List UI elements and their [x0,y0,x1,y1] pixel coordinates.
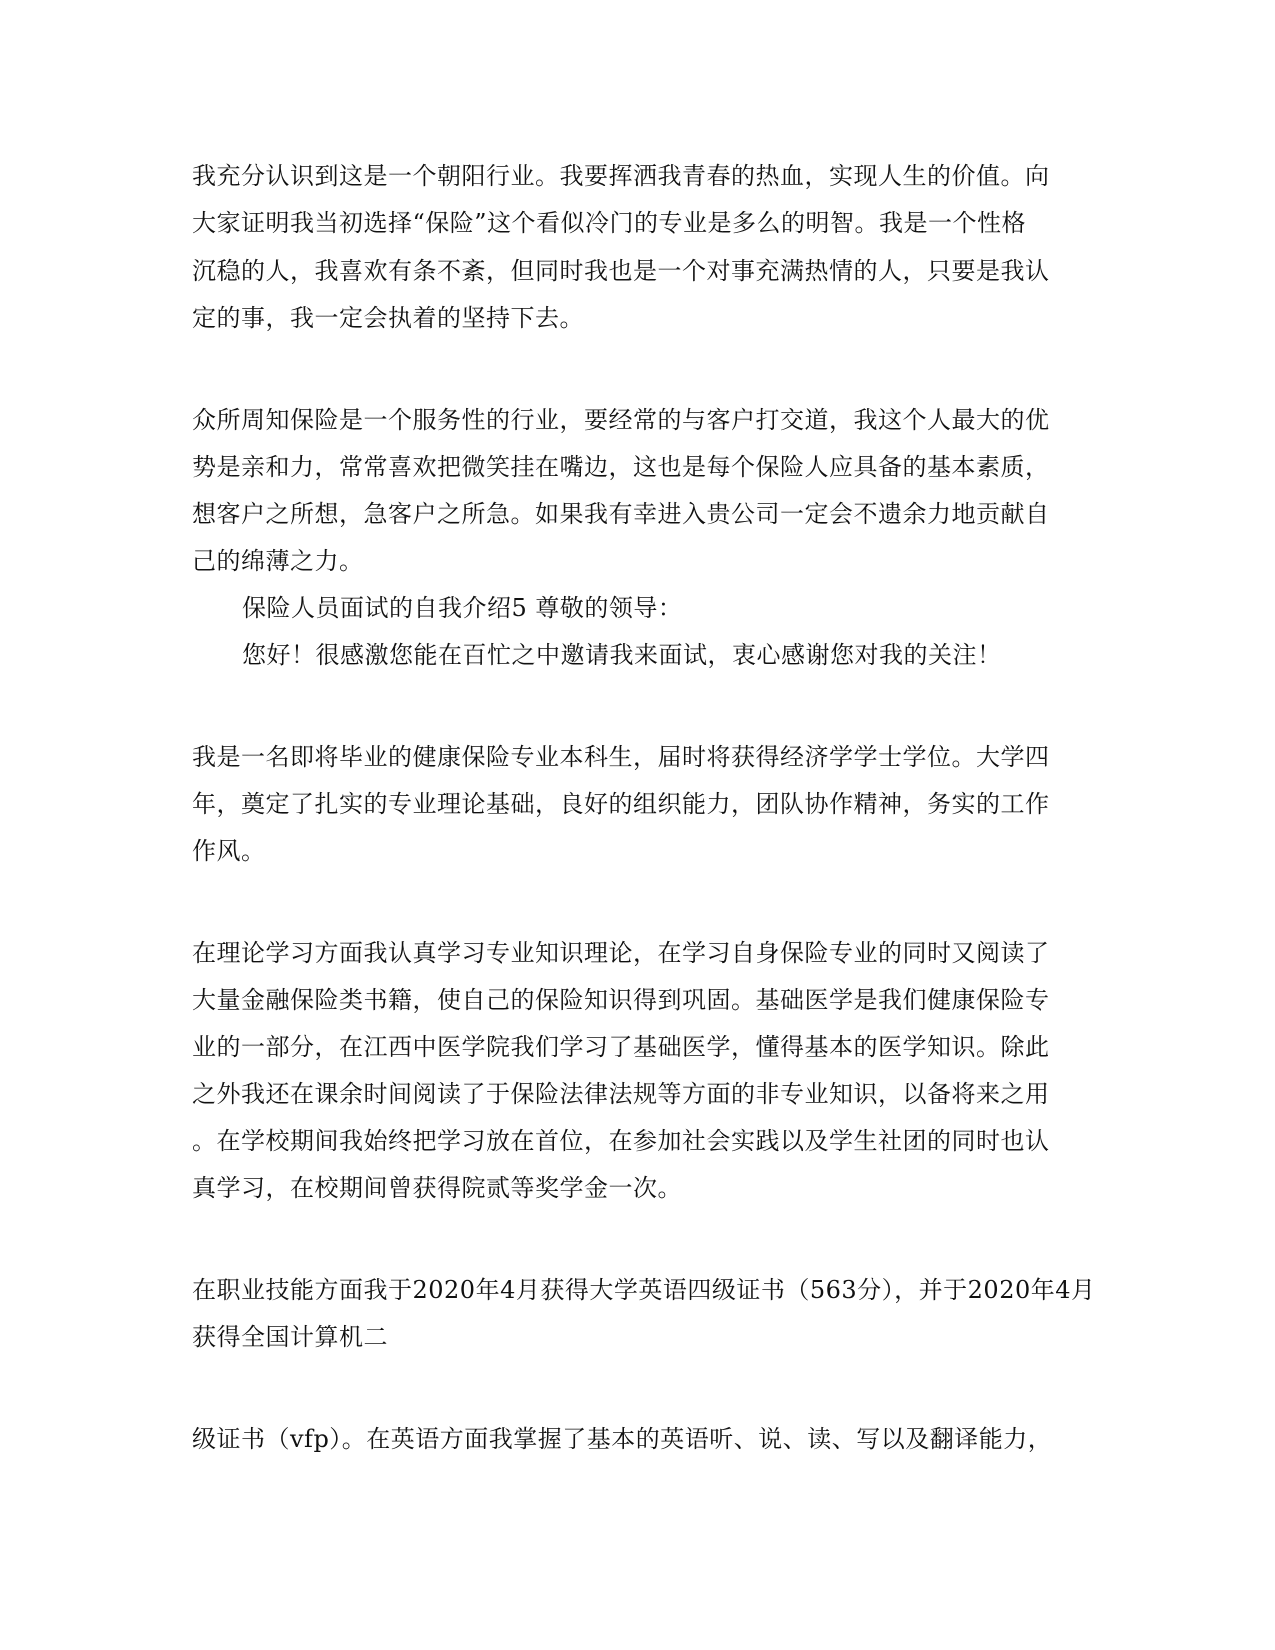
greeting-line: 您好！很感激您能在百忙之中邀请我来面试，衷心感谢您对我的关注！ [242,641,1002,669]
text-line: 。在学校期间我始终把学习放在首位，在参加社会实践以及学生社团的同时也认 [192,1127,1050,1155]
text-line: 作风。 [192,837,266,865]
text-line: 我是一名即将毕业的健康保险专业本科生，届时将获得经济学学士学位。大学四 [192,743,1050,771]
section-heading-line: 保险人员面试的自我介绍5 尊敬的领导： [242,594,683,622]
text-line: 业的一部分，在江西中医学院我们学习了基础医学，懂得基本的医学知识。除此 [192,1033,1050,1061]
text-line: 定的事，我一定会执着的坚持下去。 [192,304,584,332]
text-line: 众所周知保险是一个服务性的行业，要经常的与客户打交道，我这个人最大的优 [192,406,1050,434]
text-line: 级证书（vfp）。在英语方面我掌握了基本的英语听、说、读、写以及翻译能力， [192,1425,1053,1453]
text-line: 势是亲和力，常常喜欢把微笑挂在嘴边，这也是每个保险人应具备的基本素质， [192,453,1050,481]
text-line: 沉稳的人，我喜欢有条不紊，但同时我也是一个对事充满热情的人，只要是我认 [192,257,1050,285]
text-line: 在职业技能方面我于2020年4月获得大学英语四级证书（563分），并于2020年4月 [192,1276,1096,1304]
text-line: 大量金融保险类书籍，使自己的保险知识得到巩固。基础医学是我们健康保险专 [192,986,1050,1014]
text-line: 己的绵薄之力。 [192,547,364,575]
text-line: 在理论学习方面我认真学习专业知识理论，在学习自身保险专业的同时又阅读了 [192,939,1050,967]
text-line: 大家证明我当初选择“保险”这个看似冷门的专业是多么的明智。我是一个性格 [192,209,1027,237]
text-line: 年，奠定了扎实的专业理论基础，良好的组织能力，团队协作精神，务实的工作 [192,790,1050,818]
text-line: 之外我还在课余时间阅读了于保险法律法规等方面的非专业知识，以备将来之用 [192,1080,1050,1108]
text-line: 我充分认识到这是一个朝阳行业。我要挥洒我青春的热血，实现人生的价值。向 [192,162,1050,190]
text-line: 获得全国计算机二 [192,1323,388,1351]
text-line: 想客户之所想，急客户之所急。如果我有幸进入贵公司一定会不遗余力地贡献自 [192,500,1050,528]
text-line: 真学习，在校期间曾获得院贰等奖学金一次。 [192,1174,682,1202]
